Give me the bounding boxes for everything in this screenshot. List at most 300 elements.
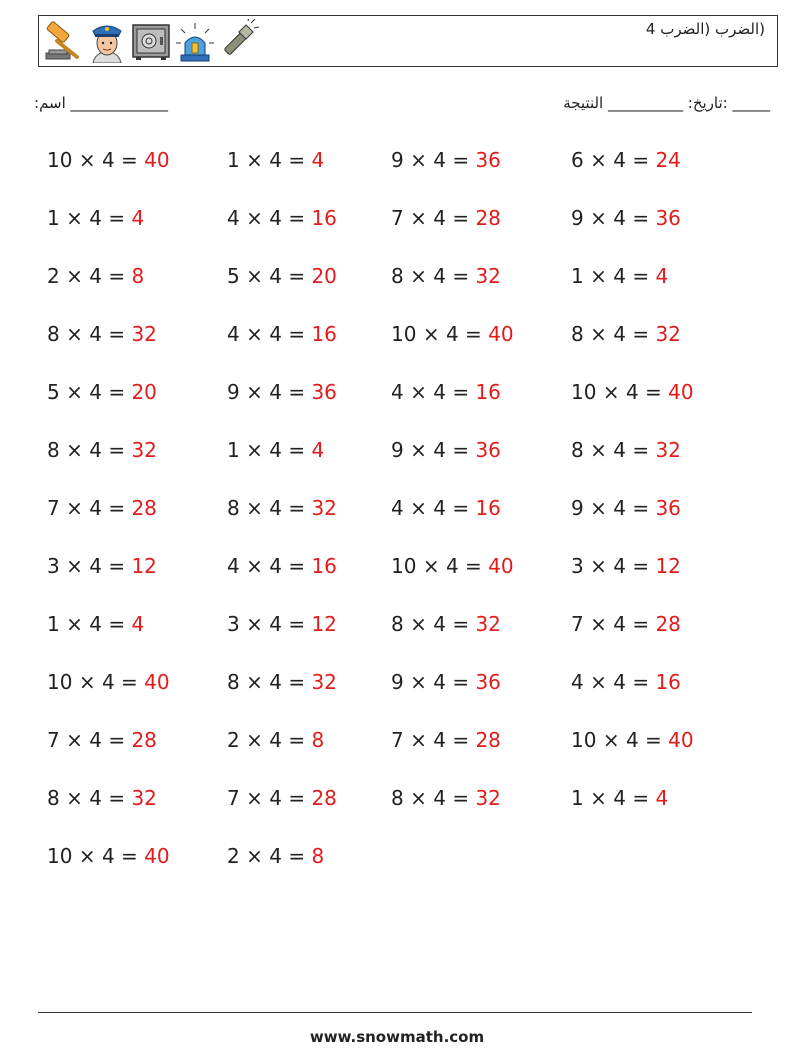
operand-b: 4 (613, 496, 626, 520)
multiplication-problem (571, 380, 694, 404)
operand-b: 4 (101, 844, 115, 868)
operand-b: 4 (89, 728, 102, 752)
operand-a: 8 (391, 612, 404, 636)
operand-b: 4 (89, 264, 102, 288)
multiplication-problem (227, 612, 337, 636)
multiplication-problem (227, 380, 337, 404)
multiplication-problem (391, 786, 501, 810)
worksheet-title: (الضرب (الضرب 4 (645, 20, 765, 38)
equals-sign: = (632, 148, 650, 172)
answer: 16 (311, 206, 337, 230)
equals-sign: = (452, 380, 470, 404)
times-sign: × (246, 670, 263, 694)
answer: 40 (144, 844, 170, 868)
flashlight-icon (219, 19, 259, 63)
answer: 40 (488, 322, 514, 346)
operand-a: 7 (47, 496, 60, 520)
operand-b: 4 (89, 496, 102, 520)
operand-a: 8 (227, 496, 240, 520)
equals-sign: = (465, 322, 482, 346)
operand-b: 4 (613, 148, 626, 172)
operand-a: 10 (47, 670, 73, 694)
operand-b: 4 (433, 496, 446, 520)
operand-a: 1 (571, 264, 584, 288)
answer: 32 (475, 786, 501, 810)
multiplication-problem (571, 206, 681, 230)
times-sign: × (66, 206, 83, 230)
operand-b: 4 (89, 206, 102, 230)
operand-b: 4 (269, 554, 282, 578)
equals-sign: = (121, 670, 138, 694)
answer: 28 (311, 786, 337, 810)
times-sign: × (590, 670, 607, 694)
answer: 4 (655, 786, 669, 810)
multiplication-problem (571, 264, 668, 288)
times-sign: × (246, 554, 263, 578)
equals-sign: = (288, 554, 306, 578)
answer: 32 (475, 612, 501, 636)
equals-sign: = (452, 264, 470, 288)
times-sign: × (590, 496, 607, 520)
times-sign: × (590, 322, 607, 346)
operand-a: 3 (227, 612, 240, 636)
gavel-icon (43, 19, 83, 63)
answer: 36 (475, 438, 501, 462)
multiplication-problem (571, 728, 694, 752)
equals-sign: = (288, 322, 306, 346)
times-sign: × (410, 612, 427, 636)
operand-b: 4 (433, 670, 446, 694)
multiplication-problem (227, 206, 337, 230)
equals-sign: = (632, 264, 650, 288)
answer: 32 (311, 670, 337, 694)
answer: 32 (655, 438, 681, 462)
times-sign: × (66, 612, 83, 636)
operand-a: 5 (47, 380, 60, 404)
times-sign: × (246, 728, 263, 752)
answer: 20 (311, 264, 337, 288)
times-sign: × (78, 670, 96, 694)
answer: 24 (655, 148, 681, 172)
multiplication-problem (227, 554, 337, 578)
operand-b: 4 (269, 844, 282, 868)
times-sign: × (590, 206, 607, 230)
equals-sign: = (632, 322, 650, 346)
operand-b: 4 (269, 612, 282, 636)
multiplication-problem (47, 206, 144, 230)
multiplication-problem (571, 554, 681, 578)
answer: 32 (131, 438, 157, 462)
operand-b: 4 (613, 670, 626, 694)
operand-a: 7 (391, 206, 404, 230)
operand-a: 1 (227, 438, 240, 462)
answer: 4 (311, 148, 325, 172)
operand-a: 8 (47, 322, 60, 346)
operand-a: 2 (47, 264, 60, 288)
worksheet-header (38, 15, 778, 67)
operand-a: 1 (227, 148, 240, 172)
multiplication-problem (391, 322, 514, 346)
answer: 32 (311, 496, 337, 520)
multiplication-problem (47, 844, 170, 868)
multiplication-problem (571, 496, 681, 520)
equals-sign: = (108, 264, 126, 288)
times-sign: × (246, 148, 263, 172)
multiplication-problem (391, 380, 501, 404)
times-sign: × (590, 554, 607, 578)
times-sign: × (66, 322, 83, 346)
times-sign: × (602, 728, 620, 752)
operand-a: 8 (571, 322, 584, 346)
answer: 36 (655, 206, 681, 230)
times-sign: × (246, 206, 263, 230)
operand-a: 8 (47, 438, 60, 462)
operand-a: 8 (227, 670, 240, 694)
header-icons (43, 19, 259, 63)
multiplication-problem (391, 264, 501, 288)
answer: 28 (475, 206, 501, 230)
answer: 28 (475, 728, 501, 752)
times-sign: × (410, 264, 427, 288)
answer: 40 (668, 380, 694, 404)
multiplication-problem (571, 670, 681, 694)
equals-sign: = (108, 554, 126, 578)
operand-a: 4 (391, 380, 404, 404)
operand-b: 4 (613, 322, 626, 346)
answer: 8 (311, 844, 325, 868)
operand-a: 4 (391, 496, 404, 520)
multiplication-problem (47, 670, 170, 694)
answer: 36 (311, 380, 337, 404)
operand-b: 4 (433, 612, 446, 636)
multiplication-problem (47, 786, 157, 810)
operand-b: 4 (89, 322, 102, 346)
answer: 8 (311, 728, 325, 752)
operand-b: 4 (89, 380, 102, 404)
name-field-label: :اسم _____________ (34, 94, 169, 112)
answer: 40 (144, 148, 170, 172)
times-sign: × (246, 438, 263, 462)
operand-b: 4 (269, 206, 282, 230)
answer: 36 (655, 496, 681, 520)
times-sign: × (410, 728, 427, 752)
date-score-field-label: _____ :تاريخ: __________ النتيجة (563, 94, 770, 112)
operand-b: 4 (89, 438, 102, 462)
equals-sign: = (108, 438, 126, 462)
operand-a: 9 (391, 670, 404, 694)
operand-a: 10 (571, 380, 597, 404)
operand-a: 2 (227, 844, 240, 868)
operand-a: 10 (391, 554, 417, 578)
operand-b: 4 (269, 786, 282, 810)
multiplication-problem (47, 380, 157, 404)
operand-a: 7 (571, 612, 584, 636)
multiplication-problem (227, 264, 337, 288)
operand-a: 7 (47, 728, 60, 752)
operand-b: 4 (445, 554, 459, 578)
multiplication-problem (391, 670, 501, 694)
times-sign: × (422, 554, 440, 578)
answer: 32 (655, 322, 681, 346)
equals-sign: = (288, 264, 306, 288)
equals-sign: = (452, 148, 470, 172)
equals-sign: = (108, 322, 126, 346)
equals-sign: = (632, 670, 650, 694)
operand-a: 9 (391, 438, 404, 462)
multiplication-problem (391, 206, 501, 230)
operand-b: 4 (613, 612, 626, 636)
operand-b: 4 (269, 380, 282, 404)
times-sign: × (410, 786, 427, 810)
times-sign: × (66, 786, 83, 810)
operand-b: 4 (613, 554, 626, 578)
answer: 16 (655, 670, 681, 694)
operand-b: 4 (625, 728, 639, 752)
times-sign: × (66, 438, 83, 462)
times-sign: × (410, 148, 427, 172)
equals-sign: = (632, 786, 650, 810)
times-sign: × (246, 612, 263, 636)
answer: 40 (668, 728, 694, 752)
multiplication-problem (391, 612, 501, 636)
operand-a: 9 (571, 496, 584, 520)
operand-a: 8 (47, 786, 60, 810)
multiplication-problem (227, 728, 324, 752)
answer: 40 (488, 554, 514, 578)
operand-a: 4 (227, 206, 240, 230)
answer: 12 (655, 554, 681, 578)
equals-sign: = (452, 612, 470, 636)
equals-sign: = (288, 670, 306, 694)
equals-sign: = (452, 670, 470, 694)
equals-sign: = (108, 612, 126, 636)
operand-a: 2 (227, 728, 240, 752)
times-sign: × (246, 496, 263, 520)
equals-sign: = (288, 728, 306, 752)
operand-b: 4 (269, 728, 282, 752)
operand-b: 4 (89, 612, 102, 636)
answer: 40 (144, 670, 170, 694)
operand-b: 4 (89, 786, 102, 810)
times-sign: × (246, 264, 263, 288)
times-sign: × (410, 670, 427, 694)
answer: 4 (655, 264, 669, 288)
operand-b: 4 (101, 670, 115, 694)
operand-a: 1 (47, 612, 60, 636)
operand-b: 4 (269, 264, 282, 288)
times-sign: × (78, 148, 96, 172)
multiplication-problem (571, 322, 681, 346)
equals-sign: = (645, 728, 662, 752)
times-sign: × (410, 206, 427, 230)
equals-sign: = (288, 206, 306, 230)
operand-b: 4 (433, 206, 446, 230)
operand-b: 4 (269, 670, 282, 694)
operand-a: 9 (227, 380, 240, 404)
answer: 4 (131, 612, 145, 636)
times-sign: × (246, 322, 263, 346)
answer: 32 (131, 322, 157, 346)
multiplication-problem (391, 728, 501, 752)
operand-a: 10 (47, 844, 73, 868)
multiplication-problem (571, 438, 681, 462)
equals-sign: = (288, 786, 306, 810)
equals-sign: = (632, 612, 650, 636)
multiplication-problem (47, 728, 157, 752)
footer-divider (38, 1012, 752, 1013)
equals-sign: = (108, 380, 126, 404)
operand-b: 4 (89, 554, 102, 578)
multiplication-problem (391, 148, 501, 172)
operand-b: 4 (613, 786, 626, 810)
answer: 16 (475, 496, 501, 520)
multiplication-problem (47, 554, 157, 578)
operand-b: 4 (269, 496, 282, 520)
operand-a: 4 (227, 322, 240, 346)
equals-sign: = (121, 844, 138, 868)
operand-a: 7 (227, 786, 240, 810)
times-sign: × (246, 786, 263, 810)
operand-b: 4 (625, 380, 639, 404)
times-sign: × (590, 786, 607, 810)
multiplication-problem (227, 786, 337, 810)
equals-sign: = (465, 554, 482, 578)
equals-sign: = (452, 786, 470, 810)
answer: 20 (131, 380, 157, 404)
equals-sign: = (108, 496, 126, 520)
answer: 28 (131, 728, 157, 752)
operand-a: 1 (571, 786, 584, 810)
answer: 28 (131, 496, 157, 520)
answer: 16 (311, 554, 337, 578)
equals-sign: = (288, 438, 306, 462)
operand-a: 9 (391, 148, 404, 172)
multiplication-problem (227, 670, 337, 694)
operand-b: 4 (613, 438, 626, 462)
equals-sign: = (108, 206, 126, 230)
answer: 12 (311, 612, 337, 636)
equals-sign: = (108, 728, 126, 752)
operand-a: 9 (571, 206, 584, 230)
multiplication-problem (391, 554, 514, 578)
operand-b: 4 (613, 264, 626, 288)
times-sign: × (66, 728, 83, 752)
times-sign: × (66, 264, 83, 288)
operand-b: 4 (101, 148, 115, 172)
equals-sign: = (632, 438, 650, 462)
operand-a: 8 (571, 438, 584, 462)
answer: 36 (475, 670, 501, 694)
operand-b: 4 (445, 322, 459, 346)
multiplication-problem (571, 148, 681, 172)
equals-sign: = (452, 206, 470, 230)
multiplication-problem (227, 148, 324, 172)
operand-a: 4 (571, 670, 584, 694)
equals-sign: = (645, 380, 662, 404)
operand-a: 8 (391, 786, 404, 810)
operand-b: 4 (433, 728, 446, 752)
multiplication-problem (391, 496, 501, 520)
times-sign: × (66, 380, 83, 404)
multiplication-problem (227, 496, 337, 520)
multiplication-problem (47, 322, 157, 346)
multiplication-problem (47, 264, 144, 288)
times-sign: × (410, 438, 427, 462)
times-sign: × (246, 380, 263, 404)
operand-a: 10 (391, 322, 417, 346)
times-sign: × (410, 380, 427, 404)
answer: 8 (131, 264, 145, 288)
times-sign: × (410, 496, 427, 520)
multiplication-problem (47, 148, 170, 172)
operand-b: 4 (269, 322, 282, 346)
answer: 16 (311, 322, 337, 346)
operand-a: 1 (47, 206, 60, 230)
times-sign: × (602, 380, 620, 404)
equals-sign: = (632, 206, 650, 230)
multiplication-problem (47, 496, 157, 520)
equals-sign: = (288, 148, 306, 172)
operand-a: 8 (391, 264, 404, 288)
equals-sign: = (452, 438, 470, 462)
times-sign: × (590, 438, 607, 462)
equals-sign: = (288, 844, 306, 868)
answer: 4 (131, 206, 145, 230)
footer-url: www.snowmath.com (309, 1028, 485, 1046)
multiplication-problem (391, 438, 501, 462)
operand-b: 4 (433, 148, 446, 172)
operand-a: 7 (391, 728, 404, 752)
equals-sign: = (452, 496, 470, 520)
equals-sign: = (288, 612, 306, 636)
operand-b: 4 (433, 786, 446, 810)
multiplication-problem (227, 322, 337, 346)
times-sign: × (422, 322, 440, 346)
multiplication-problem (227, 844, 324, 868)
times-sign: × (78, 844, 96, 868)
operand-b: 4 (433, 380, 446, 404)
answer: 36 (475, 148, 501, 172)
police-officer-icon (87, 19, 127, 63)
equals-sign: = (632, 554, 650, 578)
operand-a: 10 (571, 728, 597, 752)
equals-sign: = (632, 496, 650, 520)
multiplication-problem (227, 438, 324, 462)
operand-a: 4 (227, 554, 240, 578)
answer: 28 (655, 612, 681, 636)
operand-b: 4 (433, 264, 446, 288)
equals-sign: = (452, 728, 470, 752)
operand-a: 5 (227, 264, 240, 288)
equals-sign: = (108, 786, 126, 810)
operand-b: 4 (269, 438, 282, 462)
times-sign: × (246, 844, 263, 868)
multiplication-problem (571, 612, 681, 636)
equals-sign: = (121, 148, 138, 172)
answer: 4 (311, 438, 325, 462)
times-sign: × (590, 148, 607, 172)
times-sign: × (590, 612, 607, 636)
times-sign: × (590, 264, 607, 288)
equals-sign: = (288, 380, 306, 404)
operand-b: 4 (613, 206, 626, 230)
answer: 16 (475, 380, 501, 404)
operand-a: 10 (47, 148, 73, 172)
multiplication-problem (47, 438, 157, 462)
operand-a: 6 (571, 148, 584, 172)
multiplication-problem (47, 612, 144, 636)
times-sign: × (66, 554, 83, 578)
